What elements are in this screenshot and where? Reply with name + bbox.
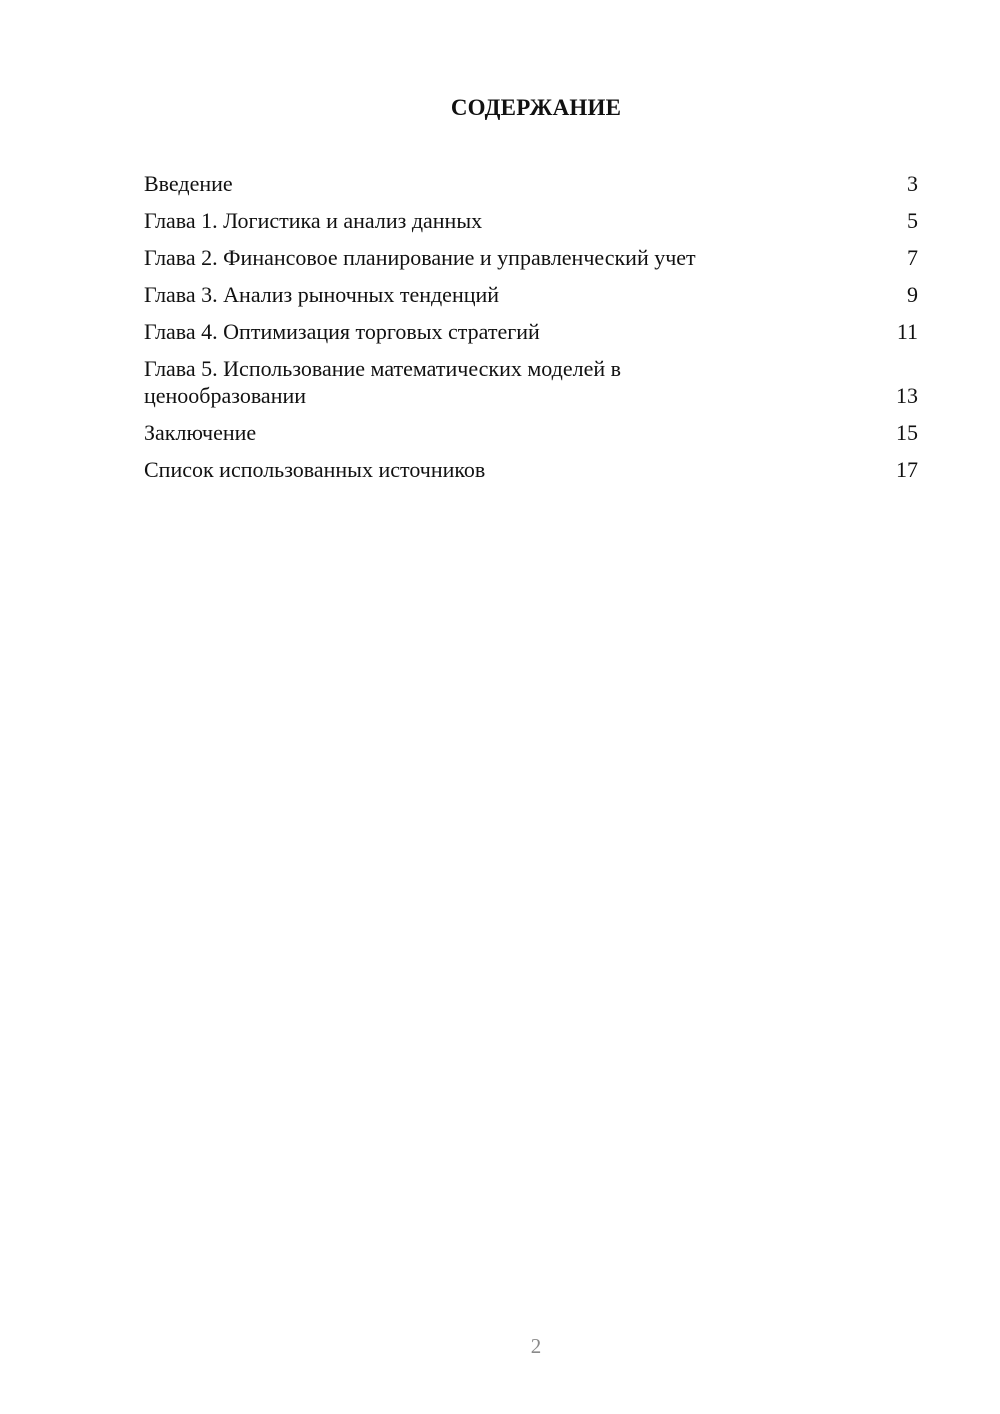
toc-heading: СОДЕРЖАНИЕ (450, 95, 622, 120)
toc-entry-page: 17 (896, 457, 918, 482)
toc-entry-title: Введение (144, 171, 233, 196)
toc-entry-page: 7 (907, 245, 918, 270)
toc-entry-title: Глава 5. Использование математических моделей в ценообразовании (144, 356, 622, 408)
toc-entry-chapter-3 (144, 281, 918, 308)
toc-entry-title: Глава 4. Оптимизация торговых стратегий (144, 319, 540, 344)
toc-entry-introduction (144, 170, 918, 197)
toc-entry-chapter-4 (144, 318, 918, 345)
toc-entry-page: 15 (896, 420, 918, 445)
toc-entry-title: Глава 1. Логистика и анализ данных (144, 208, 483, 233)
toc-entry-references (144, 456, 918, 483)
toc-entry-chapter-5 (144, 355, 918, 409)
toc-entry-page: 3 (907, 171, 918, 196)
table-of-contents (144, 170, 918, 493)
toc-entry-page: 9 (907, 282, 918, 307)
page-number: 2 (530, 1334, 542, 1358)
toc-entry-page: 13 (896, 383, 918, 408)
toc-entry-title: Список использованных источников (144, 457, 486, 482)
toc-entry-title: Глава 3. Анализ рыночных тенденций (144, 282, 500, 307)
toc-entry-title: Глава 2. Финансовое планирование и управленческий учет (144, 245, 696, 270)
toc-entry-conclusion (144, 419, 918, 446)
toc-entry-chapter-2 (144, 244, 918, 271)
toc-entry-title: Заключение (144, 420, 257, 445)
toc-entry-page: 11 (896, 319, 918, 344)
toc-entry-page: 5 (907, 208, 918, 233)
toc-entry-chapter-1 (144, 207, 918, 234)
